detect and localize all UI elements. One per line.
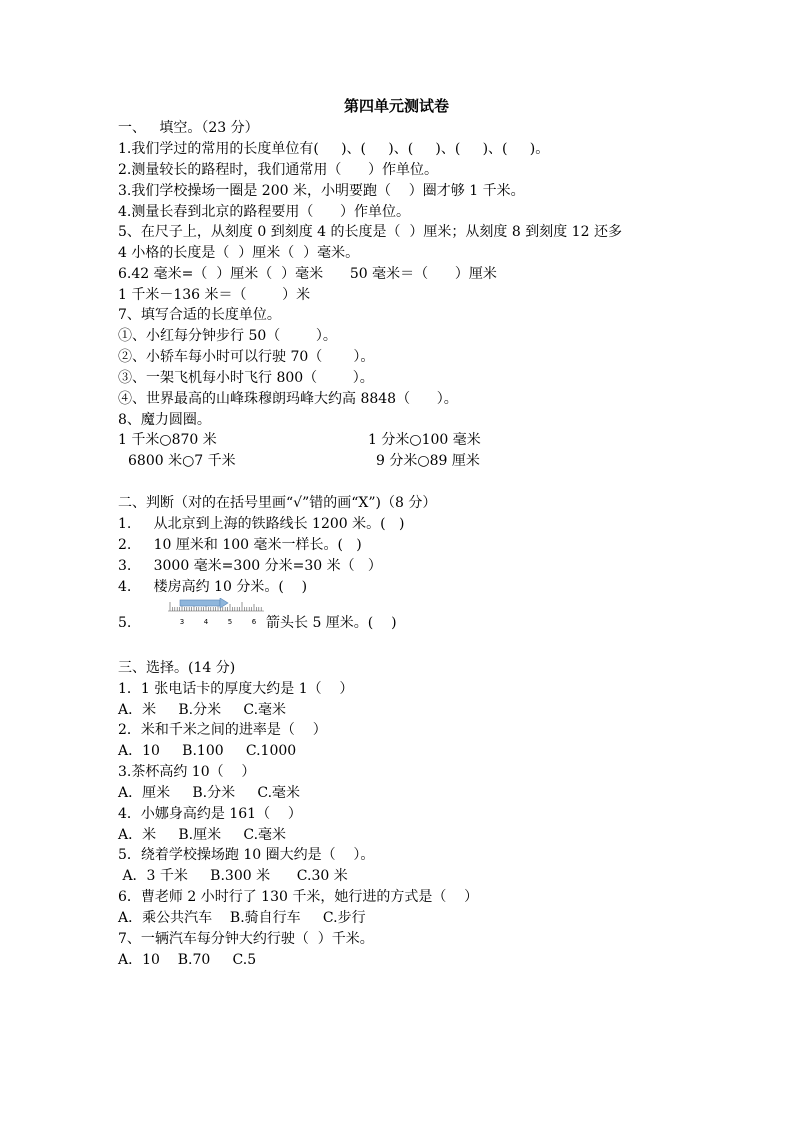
judge-5-text: 箭头长 5 厘米。( ) <box>266 615 397 631</box>
page-title: 第四单元测试卷 <box>343 97 449 115</box>
section1-heading: 一、 填空。（23 分） <box>118 120 259 136</box>
choice-1-options: A．米 B.分米 C.毫米 <box>118 702 287 718</box>
ruler-label-3: 3 <box>179 618 185 626</box>
question-7-item4: ④、世界最高的山峰珠穆朗玛峰大约高 8848（ ）。 <box>118 391 458 407</box>
compare-item-c: 6800 米○7 千米 <box>128 453 236 469</box>
judge-2: 2. 10 厘米和 100 毫米一样长。( ) <box>118 537 362 553</box>
section3-heading: 三、选择。(14 分) <box>118 660 236 676</box>
question-8: 8、魔力圆圈。 <box>118 412 211 428</box>
question-7-item1: ①、小红每分钟步行 50（ ）。 <box>118 328 337 344</box>
choice-3: 3.茶杯高约 10（ ） <box>118 764 256 780</box>
judge-3: 3. 3000 毫米=300 分米=30 米（ ） <box>118 558 382 574</box>
question-5-line2: 4 小格的长度是（ ）厘米（ ）毫米。 <box>118 245 360 261</box>
choice-7-options: A．10 B.70 C.5 <box>118 952 257 968</box>
question-6-line2: 1 千米－136 米＝（ ）米 <box>118 287 311 303</box>
judge-4: 4. 楼房高约 10 分米。( ) <box>118 579 308 595</box>
ruler-figure <box>168 598 264 630</box>
choice-6: 6．曹老师 2 小时行了 130 千米，她行进的方式是（ ） <box>118 889 479 905</box>
question-7-item3: ③、一架飞机每小时飞行 800（ ）。 <box>118 370 374 386</box>
compare-item-d: 9 分米○89 厘米 <box>376 453 480 469</box>
question-7: 7、填写合适的长度单位。 <box>118 307 281 323</box>
choice-7: 7、一辆汽车每分钟大约行驶（ ）千米。 <box>118 931 374 947</box>
question-1: 1.我们学过的常用的长度单位有( )、( )、( )、( )、( )。 <box>118 141 550 157</box>
judge-5-number: 5. <box>118 615 132 631</box>
judge-1: 1. 从北京到上海的铁路线长 1200 米。( ) <box>118 516 405 532</box>
question-5-line1: 5、在尺子上，从刻度 0 到刻度 4 的长度是（ ）厘米；从刻度 8 到刻度 12 还多 <box>118 224 622 240</box>
question-7-item2: ②、小轿车每小时可以行驶 70（ ）。 <box>118 349 375 365</box>
ruler-label-6: 6 <box>251 618 257 626</box>
compare-item-a: 1 千米○870 米 <box>118 432 217 448</box>
question-2: 2.测量较长的路程时，我们通常用（ ）作单位。 <box>118 162 439 178</box>
choice-3-options: A．厘米 B.分米 C.毫米 <box>118 785 301 801</box>
choice-4-options: A．米 B.厘米 C.毫米 <box>118 827 287 843</box>
choice-5: 5．绕着学校操场跑 10 圈大约是（ ）。 <box>118 847 375 863</box>
ruler-label-4: 4 <box>203 618 209 626</box>
choice-2: 2．米和千米之间的进率是（ ） <box>118 722 327 738</box>
compare-item-b: 1 分米○100 毫米 <box>368 432 481 448</box>
choice-1: 1．1 张电话卡的厚度大约是 1（ ） <box>118 681 354 697</box>
choice-2-options: A．10 B.100 C.1000 <box>118 743 297 759</box>
choice-5-options: A．3 千米 B.300 米 C.30 米 <box>118 868 348 884</box>
question-4: 4.测量长春到北京的路程要用（ ）作单位。 <box>118 204 411 220</box>
arrow-icon <box>180 598 228 608</box>
ruler-label-5: 5 <box>227 618 233 626</box>
question-6-line1: 6.42 毫米=（ ）厘米（ ）毫米 50 毫米＝（ ）厘米 <box>118 266 497 282</box>
question-3: 3.我们学校操场一圈是 200 米，小明要跑（ ）圈才够 1 千米。 <box>118 183 525 199</box>
choice-6-options: A．乘公共汽车 B.骑自行车 C.步行 <box>118 910 366 926</box>
choice-4: 4．小娜身高约是 161（ ） <box>118 806 302 822</box>
section2-heading: 二、判断（对的在括号里画“√”错的画“X”)（8 分） <box>118 495 437 511</box>
